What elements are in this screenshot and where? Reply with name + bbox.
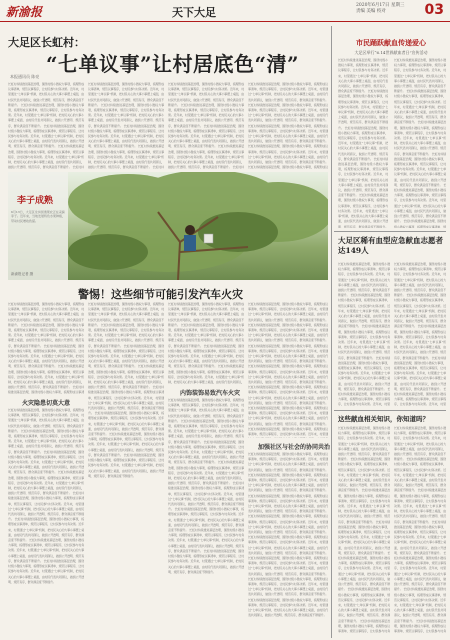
lead-column-1: 长虹村持续推进基层治理，围绕村级小微权力事项，梳理形成议事清单，规范议事程序，让村民参与村务决策。近年来，村里通过“七单议事”机制，把村民关心的大事小事摆上桌面，由村民代表共同商议，做到公开透明、规范有序，群众满意度不断提升。 长虹村持续推进基层治理，围绕村级小微权力事项，梳理形成议事清单，规范议事程序，让村民参与村务决策。近年来，村里通过“七单议事”机制，把村民关心的大事小事摆上桌面，由村民代表共同商议，做到公开透明、规范有序，群众满意度不断提升。 长虹村持续推进基层治理，围绕村级小微权力事项，梳理形成议事清单，规范议事程序，让村民参与村务决策。近年来，村里通过“七单议事”机制，把村民关心的大事小事摆上桌面，由村民代表共同商议，做到公开透明、规范有序，群众满意度不断提升。 长虹村持续推进基层治理，围绕村级小微权力事项，梳理形成议事清单，规范议事程序，让村民参与村务决策。近年来，村里通过“七单议事”机制，把村民关心的大事小事摆上桌面，由村民代表共同商议，做到公开透明、规范有序，群众满意度不断提升。 长虹村持 bbox=[8, 82, 84, 170]
column-divider bbox=[331, 26, 332, 638]
second-column-1a: 长虹村持续推进基层治理，围绕村级小微权力事项，梳理形成议事清单，规范议事程序，让村民参与村务决策。近年来，村里通过“七单议事”机制，把村民关心的大事小事摆上桌面，由村民代表共同商议，做到公开透明、规范有序，群众满意度不断提升。 长虹村持续推进基层治理，围绕村级小微权力事项，梳理形成议事清单，规范议事程序，让村民参与村务决策。近年来，村里通过“七单议事”机制，把村民关心的大事小事摆上桌面，由村民代表共同商议，做到公开透明、规范有序，群众满意度不断提升。 长虹村持续推进基层治理，围绕村级小微权力事项，梳理形成议事清单，规范议事程序，让村民参与村务决策。近年来，村里通过“七单议事”机制，把村民关心的大事小事摆上桌面，由村民代表共同商议，做到公开透明、规范有序，群众满意度不断提升。 长虹村持续推进基层治理，围绕村级小微权力事项，梳理形成议事清单，规范议事程序，让村民参与村务决策。近年来，村里通过“七单议事”机制，把村民关心的大事小事摆上桌面，由村民代表共同商议，做到公开透明、规范有序，群众满意度不断提升。 长虹村持续推进基层治理，围绕村级小微权力事项，梳理形成议事清 bbox=[8, 302, 84, 394]
sidebar-box-title: 市民踊跃献血传递爱心 bbox=[356, 38, 426, 47]
section-title: 天下大足 bbox=[172, 6, 216, 19]
second-subhead-1: 火灾隐患切莫大意 bbox=[22, 400, 71, 407]
issue-info bbox=[356, 3, 404, 15]
caption-body: 6月13日，大足区龙岗街道果农正在采摘李子。近年来，当地发展特色水果种植，带动村民增收致富。 bbox=[11, 210, 66, 223]
farmer-head bbox=[185, 225, 195, 235]
sidebar-box bbox=[334, 28, 448, 228]
second-headline: 警惕！这些细节可能引发汽车火灾 bbox=[78, 288, 243, 301]
sidebar2-column-2: 长虹村持续推进基层治理，围绕村级小微权力事项，梳理形成议事清单，规范议事程序，让村民参与村务决策。近年来，村里通过“七单议事”机制，把村民关心的大事小事摆上桌面，由村民代表共同商议，做到公开透明、规范有序，群众满意度不断提升。 长虹村持续推进基层治理，围绕村级小微权力事项，梳理形成议事清单，规范议事程序，让村民参与村务决策。近年来，村里通过“七单议事”机制，把村民关心的大事小事摆上桌面，由村民代表共同商议，做到公开透明、规范有序，群众满意度不断提升。 长虹村持续推进基层治理，围绕村级小微权力事项，梳理形成议事清单，规范议事程序，让村民参与村务决策。近年来，村里通过“七单议事”机制，把村民关心的大事小事摆上桌面，由村民代表共同商议，做到公开透明、规范有序，群众满意度不断提升。 长虹村持续推进基层治理，围绕村级小微权力事项，梳理形成议事清单，规范议事程序，让村民参与村务决策。近年来，村里通过“七单议事”机制，把村民关心的大事小事摆上桌面，由村民代表共同商议，做到公开透明、规范有序，群众满意度不断提升。 长虹村持续推进基层治理，围绕村级小微权力事项，梳理形成议事清单，规范议事程序，让村民参与村务决策。近年来，村里 bbox=[394, 262, 446, 407]
sidebar-headline-3: 这些献血相关知识，你知道吗？ bbox=[338, 415, 429, 423]
issue-staff: 责编 美编 校对 bbox=[356, 9, 386, 14]
lead-byline: 本报通讯员 陈亮 bbox=[10, 74, 40, 79]
caption-title: 李子成熟 bbox=[17, 196, 54, 206]
second-subhead-2: 内饰装饰易致汽车火灾 bbox=[180, 390, 241, 397]
second-column-1b: 长虹村持续推进基层治理，围绕村级小微权力事项，梳理形成议事清单，规范议事程序，让村民参与村务决策。近年来，村里通过“七单议事”机制，把村民关心的大事小事摆上桌面，由村民代表共同商议，做到公开透明、规范有序，群众满意度不断提升。 长虹村持续推进基层治理，围绕村级小微权力事项，梳理形成议事清单，规范议事程序，让村民参与村务决策。近年来，村里通过“七单议事”机制，把村民关心的大事小事摆上桌面，由村民代表共同商议，做到公开透明、规范有序，群众满意度不断提升。 长虹村持续推进基层治理，围绕村级小微权力事项，梳理形成议事清单，规范议事程序，让村民参与村务决策。近年来，村里通过“七单议事”机制，把村民关心的大事小事摆上桌面，由村民代表共同商议，做到公开透明、规范有序，群众满意度不断提升。 长虹村持续推进基层治理，围绕村级小微权力事项，梳理形成议事清单，规范议事程序，让村民参与村务决策。近年来，村里通过“七单议事”机制，把村民关心的大事小事摆上桌面，由村民代表共同商议，做到公开透明、规范有序，群众满意度不断提升。 长虹村持续推进基层治理，围绕村级小微权力事项，梳理形成议事清单，规范议事程序，让村民参与村务决策。近年来，村里通过“七单议事”机制，把村民关心的大事小事摆上桌面，由村民代表共同商议，做到公开透明、规范有序，群众满意度不断提升。 长虹村持续推进基层治理，围绕村级小微权力事项，梳理形成议事清单，规范议事程序，让村民参与村务决策。近年来，村里通过“七单议事”机制，把村民关心的大事小事摆上桌面，由村民代表共同商议，做到公开透明、规范有序，群众满意度不断提升。 长虹村持续推进基层治理，围绕村级小微权力事项，梳理形成议事清单，规范议事程序，让村民参与村务决策。近年来，村里通过“七单议事”机制，把村民关心的大事小事摆上桌面，由村民代表共同商议，做到公开透明、规范有序，群众满意度不断提升。 长虹村持续推进基层治理，围绕村级小微权力事项，梳理形成议事清单，规范议事程序，让村民参与村务决策。近年来，村里通过“七单议事”机制，把村民关心的大事小事摆上桌面，由村民代表共同商议，做到公开透明、规范有序，群众满意度不断提升。 bbox=[8, 408, 84, 584]
issue-date: 2020年6月17日 星期三 bbox=[356, 3, 405, 8]
sidebar-headline-2: 大足区稀有血型应急献血志愿者达149人 bbox=[338, 236, 443, 255]
second-subhead-3: 加强社区与社会的协同共治 bbox=[258, 444, 331, 451]
lead-column-2: 长虹村持续推进基层治理，围绕村级小微权力事项，梳理形成议事清单，规范议事程序，让村民参与村务决策。近年来，村里通过“七单议事”机制，把村民关心的大事小事摆上桌面，由村民代表共同商议，做到公开透明、规范有序，群众满意度不断提升。 长虹村持续推进基层治理，围绕村级小微权力事项，梳理形成议事清单，规范议事程序，让村民参与村务决策。近年来，村里通过“七单议事”机制，把村民关心的大事小事摆上桌面，由村民代表共同商议，做到公开透明、规范有序，群众满意度不断提升。 长虹村持续推进基层治理，围绕村级小微权力事项，梳理形成议事清单，规范议事程序，让村民参与村务决策。近年来，村里通过“七单议事”机制，把村民关心的大事小事摆上桌面，由村民代表共同商议，做到公开透明、规范有序，群众满意度不断提升。 长虹村持续推进基层治理，围绕村级小微权力事项，梳理形成议事清单，规范议事程序，让村民参与村务决策。近年来，村里通过“七单议事”机制，把村民关心的大事小事摆上桌面，由村民代表共同商议，做到公开透明、规范有序，群众满意度不断提升。 长虹村持 bbox=[88, 82, 164, 170]
farmer-body bbox=[184, 235, 196, 251]
sidebar-column-2: 长虹村持续推进基层治理，围绕村级小微权力事项，梳理形成议事清单，规范议事程序，让村民参与村务决策。近年来，村里通过“七单议事”机制，把村民关心的大事小事摆上桌面，由村民代表共同商议，做到公开透明、规范有序，群众满意度不断提升。 长虹村持续推进基层治理，围绕村级小微权力事项，梳理形成议事清单，规范议事程序，让村民参与村务决策。近年来，村里通过“七单议事”机制，把村民关心的大事小事摆上桌面，由村民代表共同商议，做到公开透明、规范有序，群众满意度不断提升。 长虹村持续推进基层治理，围绕村级小微权力事项，梳理形成议事清单，规范议事程序，让村民参与村务决策。近年来，村里通过“七单议事”机制，把村民关心的大事小事摆上桌面，由村民代表共同商议，做到公开透明、规范有序，群众满意度不断提升。 长虹村持续推进基层治理，围绕村级小微权力事项，梳理形成议事清单，规范议事程序，让村民参与村务决策。近年来，村里通过“七单议事”机制，把村民关心的大事小事摆上桌面，由村民代表共同商议，做到公开透明、规范有序，群众满意度不断提升。 长虹村持续推进基层治理，围绕村级小微权力事项，梳理形成议事清单，规范议事程序，让村民参与村务决策。近年来，村里通过“七单议事”机制，把村民关心的大事小事摆上桌面，由村民代表共同商议，做到公开透明、规范有序，群众满意度不断提升。 长虹村持续推进基层治理，围绕村级小微权力事项，梳理形成议事清单，规 bbox=[394, 58, 446, 228]
second-column-3a: 长虹村持续推进基层治理，围绕村级小微权力事项，梳理形成议事清单，规范议事程序，让村民参与村务决策。近年来，村里通过“七单议事”机制，把村民关心的大事小事摆上桌面，由村民代表共同商议，做到公开透明、规范有序，群众满意度不断提升。 长虹村持续推进基层治理，围绕村级小微权力事项，梳理形成议事清单，规范议事程序，让村民参与村务决策。近年来，村里通过“七单议事”机制，把村民关心的大事小事摆上桌面，由村民代表共同商议，做到公开透明、规范有序，群众满意度不断提升。 长虹村持续推进基层治理，围绕村级小微权力事项，梳理形成议事清单，规范议事程序，让村民参与村务决策。近年来，村里通过“七单议事”机制，把村民关心的大事小事摆上桌面，由村民代表共同商议，做到公开透明、规范有序，群众满意度不断提升。 长虹村持续推进基层治理，围绕村级小微权力事项，梳理形成议事清单，规范议事程序，让村民参与村务决策。近年来，村里通过“七单议事”机制，把村民关心的大事小事摆上桌面，由村民代表共同商议， bbox=[168, 302, 244, 384]
sidebar-column-1: 长虹村持续推进基层治理，围绕村级小微权力事项，梳理形成议事清单，规范议事程序，让村民参与村务决策。近年来，村里通过“七单议事”机制，把村民关心的大事小事摆上桌面，由村民代表共同商议，做到公开透明、规范有序，群众满意度不断提升。 长虹村持续推进基层治理，围绕村级小微权力事项，梳理形成议事清单，规范议事程序，让村民参与村务决策。近年来，村里通过“七单议事”机制，把村民关心的大事小事摆上桌面，由村民代表共同商议，做到公开透明、规范有序，群众满意度不断提升。 长虹村持续推进基层治理，围绕村级小微权力事项，梳理形成议事清单，规范议事程序，让村民参与村务决策。近年来，村里通过“七单议事”机制，把村民关心的大事小事摆上桌面，由村民代表共同商议，做到公开透明、规范有序，群众满意度不断提升。 长虹村持续推进基层治理，围绕村级小微权力事项，梳理形成议事清单，规范议事程序，让村民参与村务决策。近年来，村里通过“七单议事”机制，把村民关心的大事小事摆上桌面，由村民代表共同商议，做到公开透明、规范有序，群众满意度不断提升。 长虹村持续推进基层治理，围绕村级小微权力事项，梳理形成议事清单，规范议事程序，让村民参与村务决策。近年来，村里通过“七单议事”机制，把村民关心的大事小事摆上桌面，由村民代表共同商议，做到公开透明、规范有序，群众满意度不断提升。 bbox=[338, 58, 388, 228]
page-number: 03 bbox=[424, 2, 444, 18]
lead-column-4: 长虹村持续推进基层治理，围绕村级小微权力事项，梳理形成议事清单，规范议事程序，让村民参与村务决策。近年来，村里通过“七单议事”机制，把村民关心的大事小事摆上桌面，由村民代表共同商议，做到公开透明、规范有序，群众满意度不断提升。 长虹村持续推进基层治理，围绕村级小微权力事项，梳理形成议事清单，规范议事程序，让村民参与村务决策。近年来，村里通过“七单议事”机制，把村民关心的大事小事摆上桌面，由村民代表共同商议，做到公开透明、规范有序，群众满意度不断提升。 长虹村持续推进基层治理，围绕村级小微权力事项，梳理形成议事清单，规范议事程序，让村民参与村务决策。近年来，村里通过“七单议事”机制，把村民关心的大事小事摆上桌面，由村民代表共同商议，做到公开透明、规范有序，群众满意度不断提升。 长虹村持续推进基层治理，围绕村级小微权力事项，梳理形成议事清单，规范议事程序，让村民参与村务决策。近年来，村里通过“七单议事”机制，把村民关心的大事小事摆上桌面，由村民代表共同商议，做到公开透明、规范有序，群众满意度不断提升。 长虹村持续推进基层治理，围绕村级小微权力事项，梳理形成议 bbox=[248, 82, 328, 170]
photo-credit: 新渝报记者 摄 bbox=[11, 272, 34, 276]
lead-column-3: 长虹村持续推进基层治理，围绕村级小微权力事项，梳理形成议事清单，规范议事程序，让村民参与村务决策。近年来，村里通过“七单议事”机制，把村民关心的大事小事摆上桌面，由村民代表共同商议，做到公开透明、规范有序，群众满意度不断提升。 长虹村持续推进基层治理，围绕村级小微权力事项，梳理形成议事清单，规范议事程序，让村民参与村务决策。近年来，村里通过“七单议事”机制，把村民关心的大事小事摆上桌面，由村民代表共同商议，做到公开透明、规范有序，群众满意度不断提升。 长虹村持续推进基层治理，围绕村级小微权力事项，梳理形成议事清单，规范议事程序，让村民参与村务决策。近年来，村里通过“七单议事”机制，把村民关心的大事小事摆上桌面，由村民代表共同商议，做到公开透明、规范有序，群众满意度不断提升。 长虹村持续推进基层治理，围绕村级小微权力事项，梳理形成议事清单，规范议事程序，让村民参与村务决策。近年来，村里通过“七单议事”机制，把村民关心的大事小事摆上桌面，由村民代表共同商议，做到公开透明、规范有序，群众满意度不断提升。 长虹村持 bbox=[168, 82, 244, 170]
sidebar-divider-2 bbox=[334, 410, 446, 411]
second-column-2: 长虹村持续推进基层治理，围绕村级小微权力事项，梳理形成议事清单，规范议事程序，让村民参与村务决策。近年来，村里通过“七单议事”机制，把村民关心的大事小事摆上桌面，由村民代表共同商议，做到公开透明、规范有序，群众满意度不断提升。 长虹村持续推进基层治理，围绕村级小微权力事项，梳理形成议事清单，规范议事程序，让村民参与村务决策。近年来，村里通过“七单议事”机制，把村民关心的大事小事摆上桌面，由村民代表共同商议，做到公开透明、规范有序，群众满意度不断提升。 长虹村持续推进基层治理，围绕村级小微权力事项，梳理形成议事清单，规范议事程序，让村民参与村务决策。近年来，村里通过“七单议事”机制，把村民关心的大事小事摆上桌面，由村民代表共同商议，做到公开透明、规范有序，群众满意度不断提升。 长虹村持续推进基层治理，围绕村级小微权力事项，梳理形成议事清单，规范议事程序，让村民参与村务决策。近年来，村里通过“七单议事”机制，把村民关心的大事小事摆上桌面，由村民代表共同商议，做到公开透明、规范有序，群众满意度不断提升。 长虹村持续推进基层治理，围绕村级小微权力事项，梳理形成议事清单，规范议事程序，让村民参与村务决策。近年来，村里通过“七单议事”机制，把村民关心的大事小事摆上桌面，由村民代表共同商议，做到公开透明、规范有序，群众满意度不断提升。 长虹村持续推进基层治理，围绕村级小微权力事项，梳理形成议事清单，规范议事程序，让村民参与村务决策。近年来，村里通过“七单议事”机制，把村民关心的大事小事摆上桌面，由村民代表共同商议，做到公开透明、规范有序，群众满意度不断提升。 长虹村持续推进基层治理，围绕村级小微权力事项，梳理形成议事清单，规范议事程序，让村民参与村务决策。近年来，村里通过“七单议事”机制，把村民关心的大事小事摆上桌面，由村民代表共同商议，做到公开透明、规范有序，群众满意度不断提升。 长虹村持续推进基层治理，围绕村级小微权力事项，梳理形成议事清单，规范议事程序，让村民参与村务决策。近年来，村里通过“七单议事”机制，把村民关心的大事小事摆上桌面，由村民代表共同商议，做到公开透明、规范有序，群众满意度不断提升。 bbox=[88, 302, 164, 478]
fruit-basket bbox=[204, 234, 213, 243]
second-column-3b: 长虹村持续推进基层治理，围绕村级小微权力事项，梳理形成议事清单，规范议事程序，让村民参与村务决策。近年来，村里通过“七单议事”机制，把村民关心的大事小事摆上桌面，由村民代表共同商议，做到公开透明、规范有序，群众满意度不断提升。 长虹村持续推进基层治理，围绕村级小微权力事项，梳理形成议事清单，规范议事程序，让村民参与村务决策。近年来，村里通过“七单议事”机制，把村民关心的大事小事摆上桌面，由村民代表共同商议，做到公开透明、规范有序，群众满意度不断提升。 长虹村持续推进基层治理，围绕村级小微权力事项，梳理形成议事清单，规范议事程序，让村民参与村务决策。近年来，村里通过“七单议事”机制，把村民关心的大事小事摆上桌面，由村民代表共同商议，做到公开透明、规范有序，群众满意度不断提升。 长虹村持续推进基层治理，围绕村级小微权力事项，梳理形成议事清单，规范议事程序，让村民参与村务决策。近年来，村里通过“七单议事”机制，把村民关心的大事小事摆上桌面，由村民代表共同商议，做到公开透明、规范有序，群众满意度不断提升。 长虹村持续推进基层治理，围绕村级小微权力事项，梳理形成议事清单，规范议事程序，让村民参与村务决策。近年来，村里通过“七单议事”机制，把村民关心的大事小事摆上桌面，由村民代表共同商议，做到公开透明、规范有序，群众满意度不断提升。 长虹村持续推进基层治理，围绕村级小微权力事项，梳理形成议事清单，规范议事程序，让村民参与村务决策。近年来，村里通过“七单议事”机制，把村民关心的大事小事摆上桌面，由村民代表共同商议，做到公开透明、规范有序，群众满意度不断提升。 长虹村持续推进基层治理，围绕村级小微权力事项，梳理形成议事清单，规范议事程序，让村民参与村务决策。近年来，村里通过“七单议事”机制，把村民关心的大事小事摆上桌面，由村民代表共同商议，做到公开透明、规范有序，群众满意度不断提升。 长虹村持续推进基层治理，围绕村级小微权力事项，梳理形成议事清单，规范议事程序，让村民参与村务决策。近年来，村里通过“七单议事”机制，把村民关心的大事小事摆上桌面，由村民代表共同商议，做到公开透明、规范有序，群众满意度不断提升。 bbox=[168, 398, 244, 574]
second-column-4b: 长虹村持续推进基层治理，围绕村级小微权力事项，梳理形成议事清单，规范议事程序，让村民参与村务决策。近年来，村里通过“七单议事”机制，把村民关心的大事小事摆上桌面，由村民代表共同商议，做到公开透明、规范有序，群众满意度不断提升。 长虹村持续推进基层治理，围绕村级小微权力事项，梳理形成议事清单，规范议事程序，让村民参与村务决策。近年来，村里通过“七单议事”机制，把村民关心的大事小事摆上桌面，由村民代表共同商议，做到公开透明、规范有序，群众满意度不断提升。 长虹村持续推进基层治理，围绕村级小微权力事项，梳理形成议事清单，规范议事程序，让村民参与村务决策。近年来，村里通过“七单议事”机制，把村民关心的大事小事摆上桌面，由村民代表共同商议，做到公开透明、规范有序，群众满意度不断提升。 长虹村持续推进基层治理，围绕村级小微权力事项，梳理形成议事清单，规范议事程序，让村民参与村务决策。近年来，村里通过“七单议事”机制，把村民关心的大事小事摆上桌面，由村民代表共同商议，做到公开透明、规范有序，群众满意度不断提升。 长虹村持续推进基层治理，围绕村级小微权力事项，梳理形成议事清单，规范议事程序，让村民参与村务决策。近年来，村里通过“七单议事”机制，把村民关心的大事小事摆上桌面，由村民代表共同商议，做到公开透明、规范有序，群众满意度不断提升。 长虹村持续推进基层治理，围绕村级小微权力事项，梳理形成议事清单，规范议事程序，让村民参与村务决策。近年来，村里通过“七单议事”机制，把村民关心的大事小事摆上桌面，由村民代表共同商议，做到公开透明、规范有序，群众满意度不断提升。 长虹村持续推进基层治理，围绕村级小微权力事项，梳理形成议事清单，规范议事程序，让村民参与村务决策。近年来，村里通过“七单议事”机制，把村民关心的大事小事摆上桌面，由村民代表共同商议，做到公开透明、规范有序，群众满意度不断提升。 长虹村持续推进基层治理，围绕村级小微权力事项，梳理形成议事清单，规范议事程序，让村民参与村务决策。近年来，村里通过“七单议事”机制，把村民关心的大事小事摆上桌面，由村民代表共同商议，做到公开透明、规范有序，群众满意度不断提升。 bbox=[248, 452, 328, 618]
sidebar3-column-2: 长虹村持续推进基层治理，围绕村级小微权力事项，梳理形成议事清单，规范议事程序，让村民参与村务决策。近年来，村里通过“七单议事”机制，把村民关心的大事小事摆上桌面，由村民代表共同商议，做到公开透明、规范有序，群众满意度不断提升。 长虹村持续推进基层治理，围绕村级小微权力事项，梳理形成议事清单，规范议事程序，让村民参与村务决策。近年来，村里通过“七单议事”机制，把村民关心的大事小事摆上桌面，由村民代表共同商议，做到公开透明、规范有序，群众满意度不断提升。 长虹村持续推进基层治理，围绕村级小微权力事项，梳理形成议事清单，规范议事程序，让村民参与村务决策。近年来，村里通过“七单议事”机制，把村民关心的大事小事摆上桌面，由村民代表共同商议，做到公开透明、规范有序，群众满意度不断提升。 长虹村持续推进基层治理，围绕村级小微权力事项，梳理形成议事清单，规范议事程序，让村民参与村务决策。近年来，村里通过“七单议事”机制，把村民关心的大事小事摆上桌面，由村民代表共同商议，做到公开透明、规范有序，群众满意度不断提升。 长虹村持续推进基层治理，围绕村级小微权力事项，梳理形成议事清单，规范议事程序，让村民参与村务决策。近年来，村里通过“七单议事”机制，把村民关心的大事小事摆上桌面，由村民代表共同商议，做到公开透明、规范有序，群众满意度不断提升。 长虹村持续推进基层治理，围绕村级小微权力事项，梳理形成议事清单，规范议事程序，让村民参与村务决策。近年来，村里通过“七单议事”机制，把村民关心的大事小事摆上桌面，由村民代表共同商议，做到公开透明、规范有序，群众满意度不断提升。 长虹村持续推进基层治理，围绕村级小微权力事项，梳理形成议事清单，规范议事程序，让村民参与村务 bbox=[394, 426, 446, 633]
sidebar3-column-1: 长虹村持续推进基层治理，围绕村级小微权力事项，梳理形成议事清单，规范议事程序，让村民参与村务决策。近年来，村里通过“七单议事”机制，把村民关心的大事小事摆上桌面，由村民代表共同商议，做到公开透明、规范有序，群众满意度不断提升。 长虹村持续推进基层治理，围绕村级小微权力事项，梳理形成议事清单，规范议事程序，让村民参与村务决策。近年来，村里通过“七单议事”机制，把村民关心的大事小事摆上桌面，由村民代表共同商议，做到公开透明、规范有序，群众满意度不断提升。 长虹村持续推进基层治理，围绕村级小微权力事项，梳理形成议事清单，规范议事程序，让村民参与村务决策。近年来，村里通过“七单议事”机制，把村民关心的大事小事摆上桌面，由村民代表共同商议，做到公开透明、规范有序，群众满意度不断提升。 长虹村持续推进基层治理，围绕村级小微权力事项，梳理形成议事清单，规范议事程序，让村民参与村务决策。近年来，村里通过“七单议事”机制，把村民关心的大事小事摆上桌面，由村民代表共同商议，做到公开透明、规范有序，群众满意度不断提升。 长虹村持续推进基层治理，围绕村级小微权力事项，梳理形成议事清单，规范议事程序，让村民参与村务决策。近年来，村里通过“七单议事”机制，把村民关心的大事小事摆上桌面，由村民代表共同商议，做到公开透明、规范有序，群众满意度不断提升。 长虹村持续推进基层治理，围绕村级小微权力事项，梳理形成议事清单，规范议事程序，让村民参与村务决策。近年来，村里通过“七单议事”机制，把村民关心的大事小事摆上桌面，由村民代表共同商议，做到公开透明、规范有序，群众满意度不断提升。 长虹村持续推进基层治理，围绕村级小微权力事项，梳理形成议事清单，规范议事程序，让村民参与村务 bbox=[338, 426, 390, 633]
lead-kicker: 大足区长虹村： bbox=[8, 36, 85, 49]
sidebar2-column-1: 长虹村持续推进基层治理，围绕村级小微权力事项，梳理形成议事清单，规范议事程序，让村民参与村务决策。近年来，村里通过“七单议事”机制，把村民关心的大事小事摆上桌面，由村民代表共同商议，做到公开透明、规范有序，群众满意度不断提升。 长虹村持续推进基层治理，围绕村级小微权力事项，梳理形成议事清单，规范议事程序，让村民参与村务决策。近年来，村里通过“七单议事”机制，把村民关心的大事小事摆上桌面，由村民代表共同商议，做到公开透明、规范有序，群众满意度不断提升。 长虹村持续推进基层治理，围绕村级小微权力事项，梳理形成议事清单，规范议事程序，让村民参与村务决策。近年来，村里通过“七单议事”机制，把村民关心的大事小事摆上桌面，由村民代表共同商议，做到公开透明、规范有序，群众满意度不断提升。 长虹村持续推进基层治理，围绕村级小微权力事项，梳理形成议事清单，规范议事程序，让村民参与村务决策。近年来，村里通过“七单议事”机制，把村民关心的大事小事摆上桌面，由村民代表共同商议，做到公开透明、规范有序，群众满意度不断提升。 长虹村持续推进基层治理，围绕村级小微权力事项，梳理形成议事清单，规范议事程序，让村民参与村务决策。近年来，村里 bbox=[338, 262, 390, 407]
sidebar-divider-1 bbox=[334, 231, 446, 232]
sidebar-box-subtitle: 大足区举行“6.14世界献血者日”宣传活动 bbox=[354, 50, 428, 55]
masthead bbox=[0, 0, 450, 22]
newspaper-logo: 新渝报 bbox=[6, 5, 43, 19]
photo-caption bbox=[8, 172, 68, 280]
second-column-4a: 长虹村持续推进基层治理，围绕村级小微权力事项，梳理形成议事清单，规范议事程序，让村民参与村务决策。近年来，村里通过“七单议事”机制，把村民关心的大事小事摆上桌面，由村民代表共同商议，做到公开透明、规范有序，群众满意度不断提升。 长虹村持续推进基层治理，围绕村级小微权力事项，梳理形成议事清单，规范议事程序，让村民参与村务决策。近年来，村里通过“七单议事”机制，把村民关心的大事小事摆上桌面，由村民代表共同商议，做到公开透明、规范有序，群众满意度不断提升。 长虹村持续推进基层治理，围绕村级小微权力事项，梳理形成议事清单，规范议事程序，让村民参与村务决策。近年来，村里通过“七单议事”机制，把村民关心的大事小事摆上桌面，由村民代表共同商议，做到公开透明、规范有序，群众满意度不断提升。 长虹村持续推进基层治理，围绕村级小微权力事项，梳理形成议事清单，规范议事程序，让村民参与村务决策。近年来，村里通过“七单议事”机制，把村民关心的大事小事摆上桌面，由村民代表共同商议，做到公开透明、规范有序，群众满意度不断提升。 长虹村持续推进基层治理，围绕村级小微权力事项，梳理形成议事清单，规范议事程序，让村民参与村务决策。近年来，村里通过“七单议事”机制，把村民关心的大事小事摆上桌面，由村民代表共同商议，做到公开透明、规范有序，群众满意度不断提升。 长虹村持续推进基层治理，围绕村级小微权力事项，梳理形成议事清单，规范议事程序，让村民参与村务决策。近年来，村里通过“七单议事”机制，把村民关心的大事小事摆上桌面，由村民代表共同商议，做到公开透明、规范有序，群众满意度不断提升。 长虹村持续推进基层治理，围绕村级小微权力事项，梳理形成议事清单，规范议事程序，让村民参与村务决策。近年来，村里通 bbox=[248, 302, 328, 437]
lead-headline: “七单议事”让村居底色“清” bbox=[46, 52, 300, 76]
